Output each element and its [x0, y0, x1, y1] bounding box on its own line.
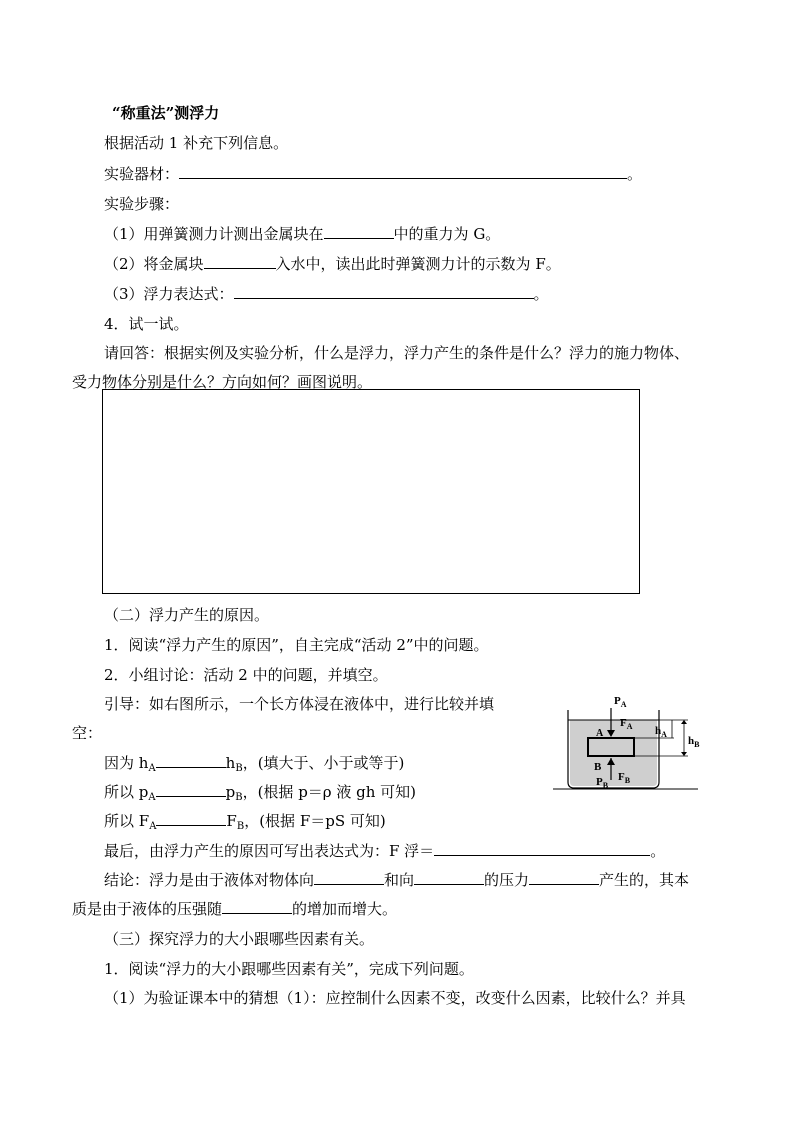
so-p-suffix: ，(根据 p＝ρ 液 gh 可知)	[242, 783, 417, 801]
conclusion-blank2[interactable]	[414, 870, 484, 885]
conclusion-a: 结论：浮力是由于液体对物体向	[104, 871, 315, 889]
step2-line	[104, 254, 561, 274]
part2-item1: 1．阅读“浮力产生的原因”，自主完成“活动 2”中的问题。	[104, 636, 489, 654]
conclusion-c: 的压力	[484, 871, 530, 889]
guide-line2: 空：	[72, 724, 103, 742]
so-f-sub-a: A	[149, 821, 157, 832]
conclusion-blank3[interactable]	[529, 870, 599, 885]
buoyancy-figure	[548, 690, 718, 800]
so-p-sub-b: B	[235, 792, 243, 803]
intro-text: 根据活动 1 补充下列信息。	[104, 134, 289, 152]
so-p-blank[interactable]	[156, 782, 226, 797]
because-blank[interactable]	[156, 753, 226, 768]
so-p-mid: p	[225, 783, 236, 801]
equipment-end: 。	[627, 165, 643, 183]
question-line2: 受力物体分别是什么？方向如何？画图说明。	[72, 373, 373, 391]
equipment-label: 实验器材：	[104, 165, 180, 183]
question-line1: 请回答：根据实例及实验分析，什么是浮力，浮力产生的条件是什么？浮力的施力物体、	[104, 344, 690, 362]
because-line	[104, 753, 404, 773]
final-post: 。	[650, 842, 666, 860]
hb-arrow-down	[681, 752, 687, 756]
step2-post: 入水中，读出此时弹簧测力计的示数为 F。	[275, 255, 561, 273]
final-pre: 最后，由浮力产生的原因可写出表达式为：F 浮＝	[104, 842, 435, 860]
conclusion2-b: 的增加而增大。	[292, 900, 398, 918]
step1-pre: （1）用弹簧测力计测出金属块在	[104, 225, 324, 243]
so-f-mid: F	[226, 812, 237, 830]
equipment-line	[104, 164, 642, 184]
conclusion-line2	[72, 899, 397, 919]
because-sub-b: B	[235, 763, 243, 774]
step1-line	[104, 224, 500, 244]
because-suffix: ，(填大于、小于或等于)	[242, 754, 405, 772]
label-ha: $h_A$	[655, 725, 667, 739]
equipment-blank[interactable]	[179, 164, 627, 179]
so-f-line	[104, 811, 386, 831]
so-p-sub-a: A	[148, 792, 156, 803]
step2-blank[interactable]	[204, 254, 276, 269]
label-hb: $h_B$	[688, 735, 700, 749]
part2-title: （二）浮力产生的原因。	[104, 606, 270, 624]
step2-pre: （2）将金属块	[104, 255, 204, 273]
so-p-prefix: 所以 p	[104, 783, 149, 801]
label-pb: $P_B$	[596, 776, 609, 790]
final-line	[104, 841, 665, 861]
section-title: “称重法”测浮力	[112, 104, 220, 122]
conclusion-blank1[interactable]	[314, 870, 384, 885]
submerged-box	[588, 738, 634, 756]
so-f-prefix: 所以 F	[104, 812, 150, 830]
label-b: B	[594, 761, 602, 773]
because-prefix: 因为 h	[104, 754, 149, 772]
label-a: A	[596, 728, 604, 739]
step3-pre: （3）浮力表达式：	[104, 285, 234, 303]
step1-blank[interactable]	[324, 224, 394, 239]
so-f-sub-b: B	[236, 821, 245, 832]
hb-arrow-up	[681, 720, 687, 724]
because-sub-a: A	[148, 763, 156, 774]
step3-blank[interactable]	[234, 284, 534, 299]
conclusion-d: 产生的，其本	[599, 871, 690, 889]
conclusion-line1	[104, 870, 689, 890]
so-p-line	[104, 782, 416, 802]
because-mid: h	[225, 754, 236, 772]
part3-item1: 1．阅读“浮力的大小跟哪些因素有关”，完成下列问题。	[104, 960, 474, 978]
item4: 4．试一试。	[104, 315, 189, 333]
part3-item1-1: （1）为验证课本中的猜想（1）：应控制什么因素不变，改变什么因素，比较什么？并具	[104, 989, 686, 1007]
conclusion-b: 和向	[384, 871, 415, 889]
drawing-answer-box[interactable]	[102, 389, 640, 594]
label-pa: $P_A$	[614, 695, 627, 709]
step1-post: 中的重力为 G。	[393, 225, 501, 243]
so-f-suffix: ，(根据 F＝pS 可知)	[244, 812, 386, 830]
conclusion2-a: 质是由于液体的压强随	[72, 900, 223, 918]
final-blank[interactable]	[434, 841, 650, 856]
guide-line1: 引导：如右图所示，一个长方体浸在液体中，进行比较并填	[104, 695, 495, 713]
label-fb: $F_B$	[618, 771, 631, 785]
part2-item2: 2．小组讨论：活动 2 中的问题，并填空。	[104, 666, 388, 684]
step3-line	[104, 284, 549, 304]
steps-label: 实验步骤：	[104, 195, 180, 213]
label-fa: $F_A$	[620, 717, 633, 731]
step3-post: 。	[533, 285, 549, 303]
conclusion-blank4[interactable]	[222, 899, 292, 914]
so-f-blank[interactable]	[156, 811, 226, 826]
part3-title: （三）探究浮力的大小跟哪些因素有关。	[104, 930, 375, 948]
